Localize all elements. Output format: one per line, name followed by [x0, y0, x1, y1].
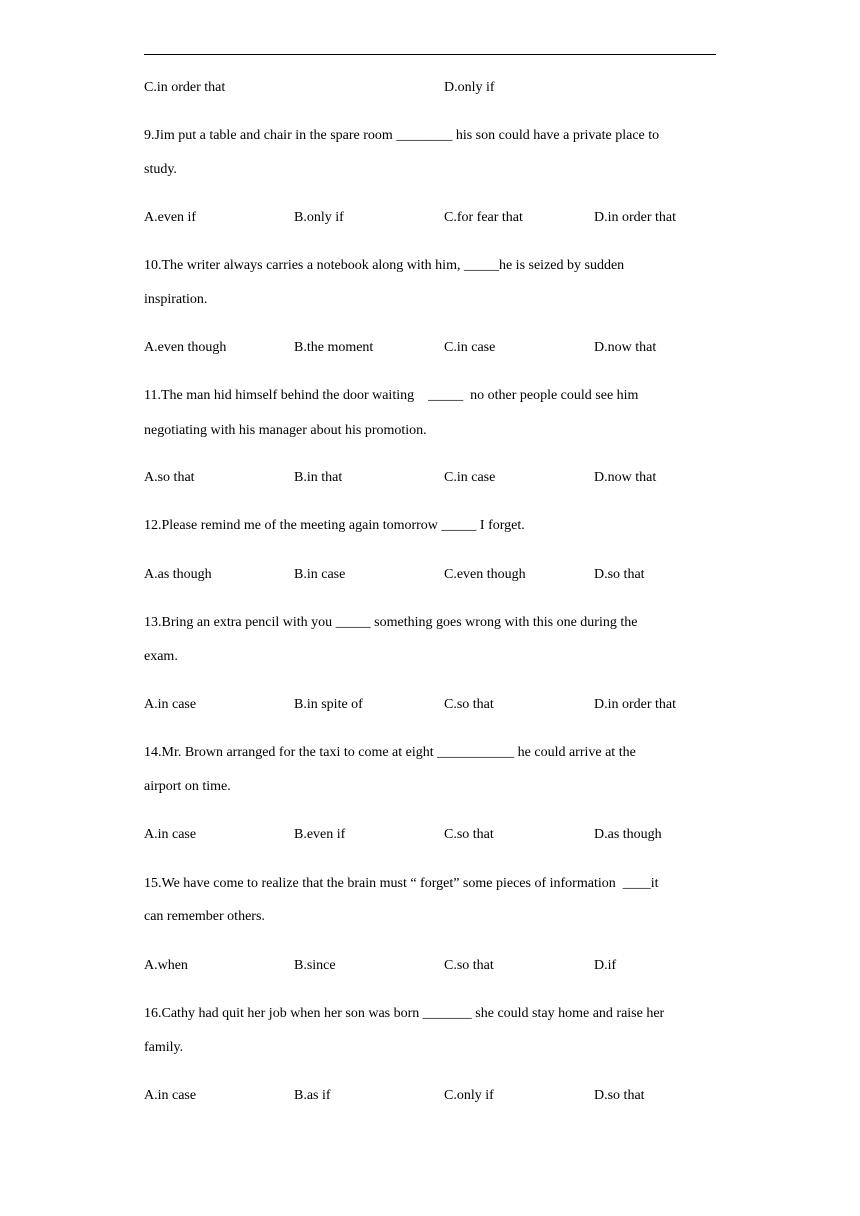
option-d: D.now that: [594, 470, 657, 485]
option-b: B.as if: [294, 1088, 331, 1103]
question-11-options: [144, 468, 716, 488]
question-10-line-1: 10.The writer always carries a notebook along with him, _____he is seized by sudden: [144, 258, 625, 273]
question-9-line-2: study.: [144, 162, 177, 177]
question-14-line-1: 14.Mr. Brown arranged for the taxi to come at eight ___________ he could arrive at the: [144, 745, 636, 760]
option-c: C.so that: [444, 827, 494, 842]
question-13-line-1: 13.Bring an extra pencil with you _____ something goes wrong with this one during the: [144, 615, 638, 630]
option-b: B.even if: [294, 827, 346, 842]
option-c: C.for fear that: [444, 210, 523, 225]
option-a: A.when: [144, 958, 188, 973]
option-d: D.if: [594, 958, 617, 973]
question-10-options: [144, 338, 716, 358]
question-16-line-2: family.: [144, 1040, 184, 1055]
option-d: D.so that: [594, 1088, 645, 1103]
prev-question-options: [144, 78, 716, 98]
question-12-options: [144, 565, 716, 585]
question-11-line-1: 11.The man hid himself behind the door waiting _____ no other people could see him: [144, 388, 639, 403]
question-9-line-1: 9.Jim put a table and chair in the spare room ________ his son could have a private place to: [144, 128, 660, 143]
question-15-options: [144, 956, 716, 976]
question-15-line-2: can remember others.: [144, 909, 265, 924]
option-a: A.as though: [144, 567, 212, 582]
option-d: D.in order that: [594, 697, 677, 712]
question-14-line-2: airport on time.: [144, 779, 231, 794]
option-c: C.so that: [444, 697, 494, 712]
question-13-options: [144, 695, 716, 715]
question-11-line-2: negotiating with his manager about his promotion.: [144, 423, 427, 438]
option-d: D.only if: [444, 80, 495, 95]
question-15-line-1: 15.We have come to realize that the brain must “ forget” some pieces of information ____it: [144, 876, 659, 891]
question-14-options: [144, 825, 716, 845]
option-a: A.in case: [144, 827, 197, 842]
option-a: A.in case: [144, 697, 197, 712]
option-b: B.since: [294, 958, 336, 973]
option-c: C.only if: [444, 1088, 494, 1103]
header-rule: [144, 54, 716, 55]
option-b: B.the moment: [294, 340, 374, 355]
option-a: A.even though: [144, 340, 227, 355]
option-b: B.in case: [294, 567, 346, 582]
option-c: C.in case: [444, 340, 496, 355]
option-d: D.now that: [594, 340, 657, 355]
question-16-options: [144, 1086, 716, 1106]
option-a: A.so that: [144, 470, 195, 485]
option-d: D.so that: [594, 567, 645, 582]
option-a: A.in case: [144, 1088, 197, 1103]
option-b: B.in spite of: [294, 697, 363, 712]
question-12-line-1: 12.Please remind me of the meeting again tomorrow _____ I forget.: [144, 518, 525, 533]
option-c: C.even though: [444, 567, 526, 582]
question-13-line-2: exam.: [144, 649, 178, 664]
question-10-line-2: inspiration.: [144, 292, 208, 307]
option-d: D.as though: [594, 827, 662, 842]
option-a: A.even if: [144, 210, 197, 225]
option-b: B.in that: [294, 470, 343, 485]
option-c: C.in case: [444, 470, 496, 485]
option-d: D.in order that: [594, 210, 677, 225]
question-16-line-1: 16.Cathy had quit her job when her son was born _______ she could stay home and raise her: [144, 1006, 665, 1021]
option-c: C.in order that: [144, 80, 226, 95]
option-b: B.only if: [294, 210, 344, 225]
option-c: C.so that: [444, 958, 494, 973]
question-9-options: [144, 208, 716, 228]
